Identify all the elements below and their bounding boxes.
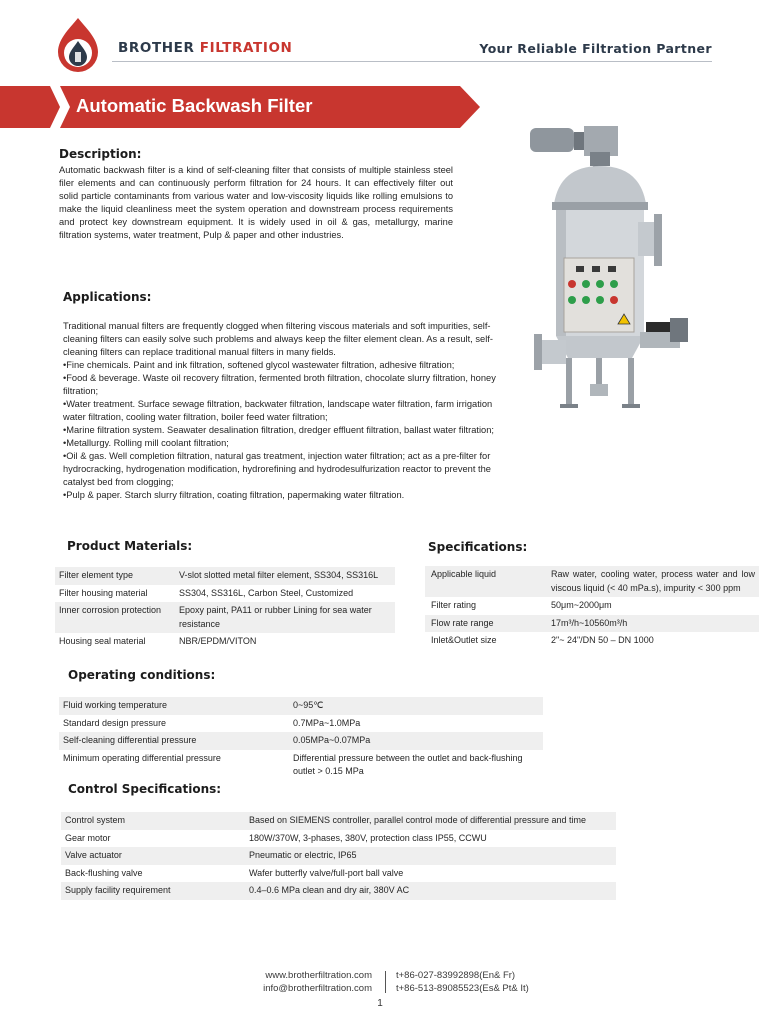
- table-cell-value: Pneumatic or electric, IP65: [245, 847, 616, 865]
- table-row: [59, 697, 543, 715]
- table-cell-value: 0.7MPa~1.0MPa: [289, 715, 543, 733]
- table-cell-value: SS304, SS316L, Carbon Steel, Customized: [175, 585, 395, 603]
- table-cell-value: 17m³/h~10560m³/h: [547, 615, 759, 633]
- table-row: [425, 566, 759, 597]
- phone-number: t+86-513-89085523(Es& Pt& It): [396, 982, 529, 994]
- description-heading: Description:: [59, 147, 142, 161]
- application-item: •Pulp & paper. Starch slurry filtration, coating filtration, papermaking water filtration.: [63, 490, 405, 500]
- table-cell-value: Epoxy paint, PA11 or rubber Lining for sea water resistance: [175, 602, 395, 633]
- table-row: [55, 602, 395, 633]
- table-cell-value: V-slot slotted metal filter element, SS304, SS316L: [175, 567, 395, 585]
- page-title: Automatic Backwash Filter: [76, 95, 313, 116]
- application-item: •Metallurgy. Rolling mill coolant filtration;: [63, 438, 229, 448]
- applications-heading: Applications:: [63, 290, 152, 304]
- table-cell-value: Wafer butterfly valve/full-port ball valve: [245, 865, 616, 883]
- table-cell-value: 0.4–0.6 MPa clean and dry air, 380V AC: [245, 882, 616, 900]
- control-table: [61, 812, 616, 900]
- table-cell-label: Gear motor: [61, 830, 245, 848]
- control-heading: Control Specifications:: [68, 782, 222, 796]
- footer-divider: [385, 971, 386, 993]
- table-row: [425, 615, 759, 633]
- table-cell-value: Differential pressure between the outlet and back-flushing outlet > 0.15 MPa: [289, 750, 543, 781]
- footer-contact-web: [240, 970, 372, 995]
- table-row: [55, 585, 395, 603]
- table-cell-label: Supply facility requirement: [61, 882, 245, 900]
- website-link[interactable]: www.brotherfiltration.com: [265, 970, 372, 981]
- table-row: [425, 597, 759, 615]
- table-cell-label: Filter element type: [55, 567, 175, 585]
- table-row: [61, 812, 616, 830]
- table-cell-label: Fluid working temperature: [59, 697, 289, 715]
- application-item: •Oil & gas. Well completion filtration, natural gas treatment, injection water filtration; act as a pre-filter for hydrocracking, hydrogenation modification, hydrorefining and hydrodesulfurization reactor to prevent the catalyst bed from clogging;: [63, 451, 491, 487]
- table-cell-label: Inlet&Outlet size: [425, 632, 547, 650]
- specifications-table: [425, 566, 759, 650]
- table-row: [61, 830, 616, 848]
- table-cell-value: 0~95℃: [289, 697, 543, 715]
- table-cell-label: Housing seal material: [55, 633, 175, 651]
- table-cell-label: Back-flushing valve: [61, 865, 245, 883]
- table-cell-label: Inner corrosion protection: [55, 602, 175, 633]
- table-cell-label: Self-cleaning differential pressure: [59, 732, 289, 750]
- company-logo: [54, 16, 102, 76]
- applications-intro: Traditional manual filters are frequently clogged when filtering viscous materials and soft impurities, self-cleaning filters can easily solve such problems and always keep the filter element clean. As a result, self-cleaning filters can replace traditional manual filters in many fields.: [63, 321, 493, 357]
- table-row: [61, 882, 616, 900]
- table-row: [55, 567, 395, 585]
- materials-heading: Product Materials:: [67, 539, 193, 553]
- table-row: [59, 715, 543, 733]
- phone-number: t+86-027-83992898(En& Fr): [396, 970, 516, 981]
- table-row: [61, 847, 616, 865]
- table-cell-value: 0.05MPa~0.07MPa: [289, 732, 543, 750]
- table-cell-value: 180W/370W, 3-phases, 380V, protection class IP55, CCWU: [245, 830, 616, 848]
- product-photo: [520, 122, 700, 414]
- table-cell-label: Filter housing material: [55, 585, 175, 603]
- table-cell-label: Applicable liquid: [425, 566, 547, 597]
- email-link[interactable]: info@brotherfiltration.com: [263, 982, 372, 994]
- application-item: •Marine filtration system. Seawater desalination filtration, dredger effluent filtration, ballast water filtration;: [63, 425, 494, 435]
- table-cell-label: Flow rate range: [425, 615, 547, 633]
- page-number: 1: [377, 998, 383, 1009]
- table-row: [59, 732, 543, 750]
- table-cell-value: NBR/EPDM/VITON: [175, 633, 395, 651]
- specifications-heading: Specifications:: [428, 540, 528, 554]
- table-cell-label: Control system: [61, 812, 245, 830]
- application-item: •Fine chemicals. Paint and ink filtration, softened glycol wastewater filtration, adhesive filtration;: [63, 360, 455, 370]
- table-row: [425, 632, 759, 650]
- brand-name-part2: FILTRATION: [199, 40, 293, 56]
- brand-name-part1: BROTHER: [118, 40, 200, 56]
- operating-table: [59, 697, 543, 781]
- applications-text: [63, 320, 515, 502]
- table-cell-label: Valve actuator: [61, 847, 245, 865]
- table-cell-value: Raw water, cooling water, process water and low viscous liquid (< 40 mPa.s), impurity < 300 ppm: [547, 566, 759, 597]
- header-divider: [112, 61, 712, 62]
- tagline: Your Reliable Filtration Partner: [479, 41, 712, 56]
- table-row: [55, 633, 395, 651]
- table-cell-label: Minimum operating differential pressure: [59, 750, 289, 781]
- table-cell-value: Based on SIEMENS controller, parallel control mode of differential pressure and time: [245, 812, 616, 830]
- description-text: Automatic backwash filter is a kind of self-cleaning filter that consists of multiple stainless steel filer elements and can continuously perform filtration for 24 hours. It can effectively filter out solid particle contaminants from various water and low-viscosity liquids like rolling emulsions to make the liquid cleanliness meet the system operation and downstream process requirements and protect key downstream equipment. It is widely used in oil & gas, metallurgy, marine filtration systems, water treatment, Pulp & paper and other industries.: [59, 165, 453, 240]
- table-row: [61, 865, 616, 883]
- application-item: •Water treatment. Surface sewage filtration, backwater filtration, landscape water filtration, farm irrigation water filtration, cooling water filtration, boiler feed water filtration;: [63, 399, 493, 422]
- brand-name: [118, 40, 292, 56]
- operating-heading: Operating conditions:: [68, 668, 216, 682]
- table-cell-value: 2"~ 24"/DN 50 – DN 1000: [547, 632, 759, 650]
- footer-contact-phone: [396, 970, 529, 995]
- table-cell-label: Standard design pressure: [59, 715, 289, 733]
- application-item: •Food & beverage. Waste oil recovery filtration, fermented broth filtration, chocolate slurry filtration, honey filtration;: [63, 373, 496, 396]
- table-row: [59, 750, 543, 781]
- table-cell-value: 50μm~2000μm: [547, 597, 759, 615]
- table-cell-label: Filter rating: [425, 597, 547, 615]
- materials-table: [55, 567, 395, 651]
